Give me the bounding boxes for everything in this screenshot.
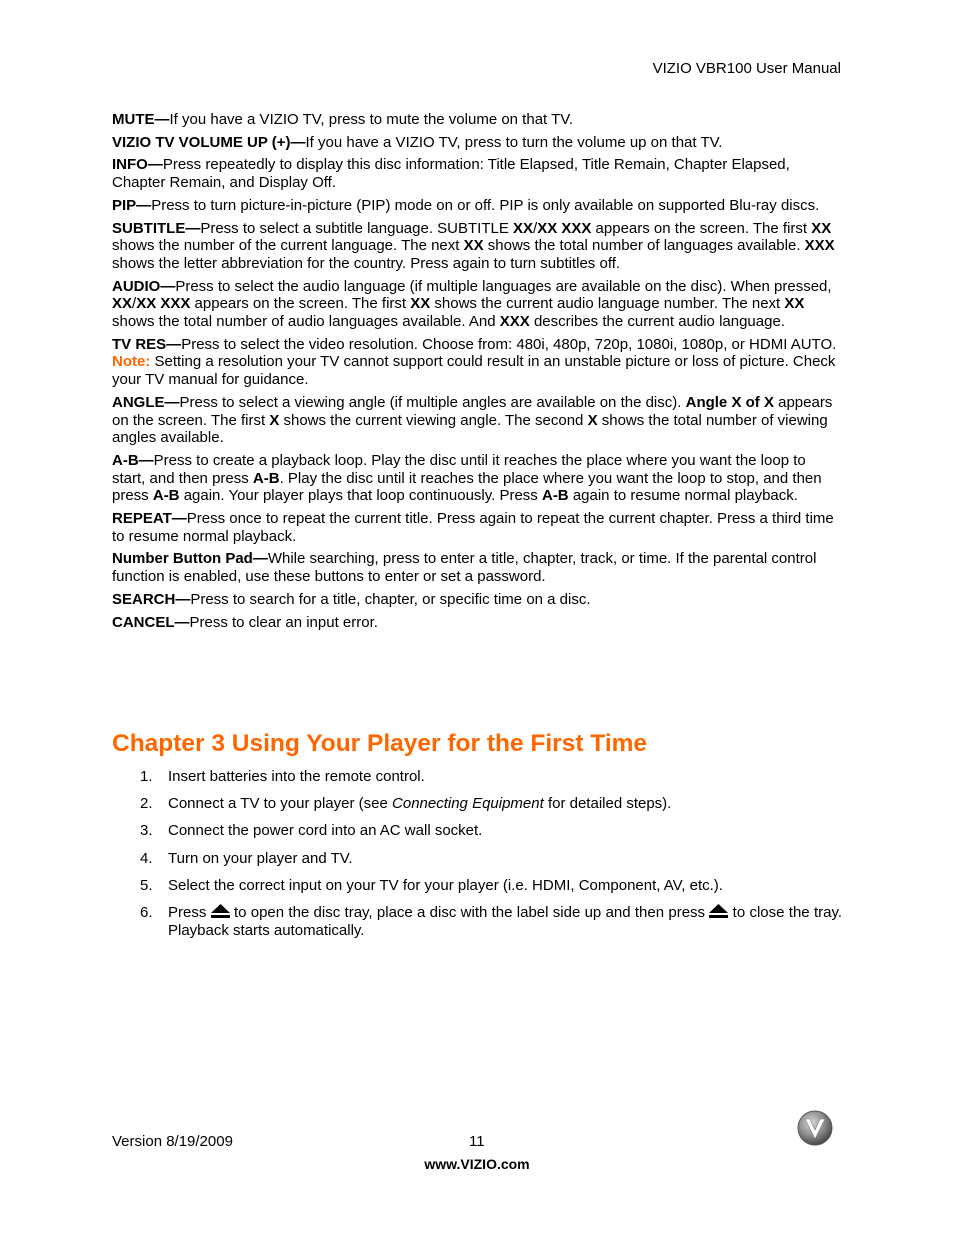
step-number: 6. xyxy=(140,904,153,922)
step-number: 2. xyxy=(140,795,153,813)
bold-term: A-B— xyxy=(112,451,154,469)
description-text: shows the total number of audio languages available. And xyxy=(112,313,500,331)
description-text: to close the tray. Playback starts automatically. xyxy=(168,904,843,939)
bold-term: AUDIO— xyxy=(112,277,176,295)
description-text: again to resume normal playback. xyxy=(568,487,798,505)
bold-term: XXX xyxy=(804,237,835,255)
bold-term: A-B xyxy=(252,469,280,487)
description-text: shows the total number of viewing angles available. xyxy=(112,411,828,447)
description-text: again. Your player plays that loop continuously. Press xyxy=(179,487,542,505)
button-entry-a-b xyxy=(112,452,842,505)
button-entry-angle xyxy=(112,394,842,447)
bold-term: XX XXX xyxy=(136,295,191,313)
description-text: If you have a VIZIO TV, press to turn the volume up on that TV. xyxy=(305,133,723,151)
button-entry-pip xyxy=(112,197,842,215)
description-text: Press to turn picture-in-picture (PIP) mode on or off. PIP is only available on supported Blu-ray discs. xyxy=(151,196,820,214)
manual-title-header: VIZIO VBR100 User Manual xyxy=(652,60,841,77)
vizio-v-logo xyxy=(797,1110,833,1146)
step-item xyxy=(112,877,842,895)
bold-term: XX xyxy=(112,295,133,313)
description-text: Press to create a playback loop. Play the disc until it reaches the place where you want the loop to start, and then press xyxy=(112,451,806,487)
button-entry-number-pad xyxy=(112,550,842,585)
description-text: appears on the screen. The first xyxy=(190,295,411,313)
description-text: Press to clear an input error. xyxy=(189,613,378,631)
cross-reference: Connecting Equipment xyxy=(392,795,544,813)
description-text: Setting a resolution your TV cannot support could result in an unstable picture or loss of picture. Check your TV manual for guidance. xyxy=(112,353,836,389)
bold-term: XX xyxy=(784,295,805,313)
bold-term: ANGLE— xyxy=(112,393,180,411)
description-text: Select the correct input on your TV for your player (i.e. HDMI, Component, AV, etc.). xyxy=(168,876,723,894)
description-text: Connect a TV to your player (see xyxy=(168,795,393,813)
page-number: 11 xyxy=(469,1133,485,1150)
bold-term: A-B xyxy=(541,487,569,505)
bold-term: XX xyxy=(513,219,534,237)
step-item xyxy=(112,904,842,939)
bold-term: SUBTITLE— xyxy=(112,219,201,237)
description-text: describes the current audio language. xyxy=(529,313,785,331)
description-text: Press xyxy=(168,904,211,922)
bold-term: XX XXX xyxy=(537,219,592,237)
description-text: for detailed steps). xyxy=(543,795,672,813)
description-text: If you have a VIZIO TV, press to mute the volume on that TV. xyxy=(169,111,574,128)
bold-term: INFO— xyxy=(112,156,163,174)
bold-term: PIP— xyxy=(112,196,152,214)
bold-term: Number Button Pad— xyxy=(112,550,268,568)
description-text: / xyxy=(533,219,538,237)
button-entry-search xyxy=(112,591,842,609)
bold-term: TV RES— xyxy=(112,335,182,353)
bold-term: XXX xyxy=(499,313,530,331)
eject-icon xyxy=(211,904,230,918)
description-text: Insert batteries into the remote control. xyxy=(168,768,425,785)
step-item xyxy=(112,768,842,786)
bold-term: CANCEL— xyxy=(112,613,190,631)
bold-term: XX xyxy=(463,237,484,255)
description-text: to open the disc tray, place a disc with the label side up and then press xyxy=(229,904,710,922)
description-text: shows the letter abbreviation for the country. Press again to turn subtitles off. xyxy=(112,254,621,272)
bold-term: XX xyxy=(811,219,832,237)
button-entry-audio xyxy=(112,278,842,331)
button-entry-subtitle xyxy=(112,220,842,273)
bold-term: Angle X of X xyxy=(685,393,774,411)
remote-button-descriptions xyxy=(112,111,842,636)
step-number: 5. xyxy=(140,876,153,894)
description-text: Press to select a subtitle language. SUBTITLE xyxy=(200,219,513,237)
step-number: 1. xyxy=(140,768,153,785)
description-text: shows the number of the current language. The next xyxy=(112,237,464,255)
description-text: shows the total number of languages available. xyxy=(483,237,805,255)
description-text: shows the current viewing angle. The second xyxy=(279,411,588,429)
description-text: / xyxy=(132,295,137,313)
description-text: appears on the screen. The first xyxy=(591,219,812,237)
chapter-title: Chapter 3 Using Your Player for the First Time xyxy=(112,730,648,757)
button-entry-volume-up xyxy=(112,134,842,152)
step-number: 4. xyxy=(140,849,153,867)
description-text: Press to select a viewing angle (if multiple angles are available on the disc). xyxy=(179,393,686,411)
description-text: Press repeatedly to display this disc information: Title Elapsed, Title Remain, Chapter Elapsed, Chapter Remain, and Display Off. xyxy=(112,156,790,192)
description-text: Press to select the video resolution. Choose from: 480i, 480p, 720p, 1080i, 1080p, or HDMI AUTO. xyxy=(181,335,837,353)
step-item xyxy=(112,822,842,840)
footer-website-link[interactable]: www.VIZIO.com xyxy=(424,1156,530,1172)
bold-term: A-B xyxy=(152,487,180,505)
step-item xyxy=(112,795,842,813)
bold-term: X xyxy=(269,411,280,429)
button-entry-info xyxy=(112,156,842,191)
button-entry-cancel xyxy=(112,614,842,632)
bold-term: VIZIO TV VOLUME UP (+)— xyxy=(112,133,306,151)
bold-term: MUTE— xyxy=(112,111,170,128)
description-text: shows the current audio language number. The next xyxy=(430,295,785,313)
description-text: Turn on your player and TV. xyxy=(168,849,353,867)
footer-version: Version 8/19/2009 xyxy=(112,1133,233,1150)
description-text: While searching, press to enter a title, chapter, track, or time. If the parental control function is enabled, use these buttons to enter or set a password. xyxy=(112,550,817,586)
step-item xyxy=(112,850,842,868)
bold-term: X xyxy=(587,411,598,429)
description-text: appears on the screen. The first xyxy=(112,393,833,429)
description-text: Press to select the audio language (if multiple languages are available on the disc). When pressed, xyxy=(175,277,832,295)
step-number: 3. xyxy=(140,822,153,840)
description-text: Connect the power cord into an AC wall socket. xyxy=(168,822,483,840)
button-entry-repeat xyxy=(112,510,842,545)
bold-term: XX xyxy=(410,295,431,313)
bold-term: REPEAT— xyxy=(112,510,187,528)
description-text: . Play the disc until it reaches the place where you want the loop to stop, and then press xyxy=(112,469,822,505)
button-entry-mute xyxy=(112,111,842,129)
eject-icon xyxy=(709,904,728,918)
note-label: Note: xyxy=(112,353,151,371)
bold-term: SEARCH— xyxy=(112,590,191,608)
description-text: Press to search for a title, chapter, or specific time on a disc. xyxy=(190,590,591,608)
description-text: Press once to repeat the current title. Press again to repeat the current chapter. Press a third time to resume normal playback. xyxy=(112,510,834,545)
button-entry-tv-res xyxy=(112,336,842,389)
first-time-steps-list xyxy=(112,768,842,949)
